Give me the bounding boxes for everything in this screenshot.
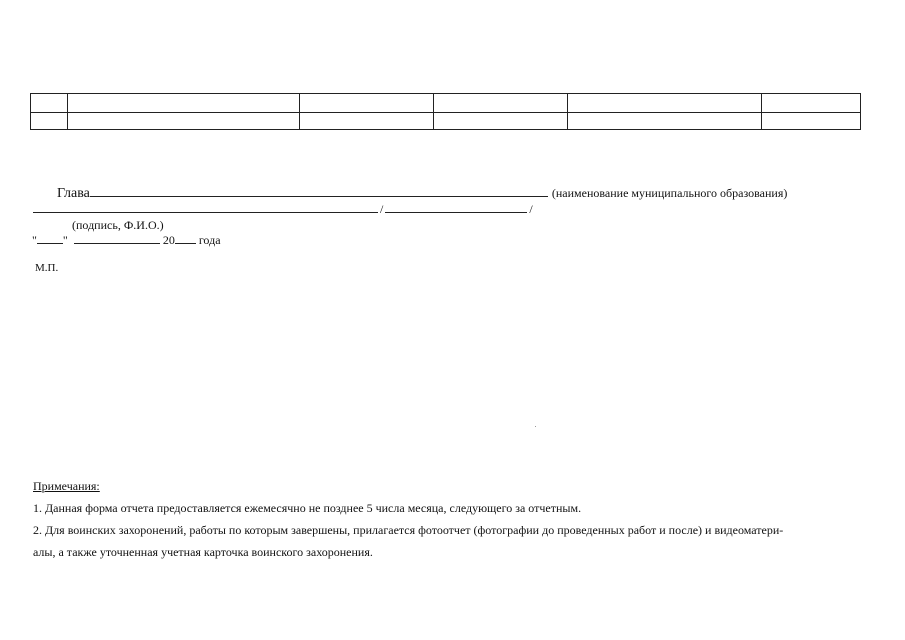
note-item-2-line-1: 2. Для воинских захоронений, работы по которым завершены, прилагается фотоотчет (фотографии до проведенных работ и после) и видеоматери- [33,523,784,537]
head-label: Глава [57,186,90,201]
table-column-divider [67,94,68,129]
date-year-field[interactable] [175,234,196,244]
note-item-2-line-2: алы, а также уточненная учетная карточка воинского захоронения. [33,545,373,559]
date-line [32,233,221,248]
table-column-divider [299,94,300,129]
signature-separator: / [380,202,384,216]
table-column-divider [433,94,434,129]
head-line [57,184,787,202]
notes-title: Примечания: [33,479,100,493]
signature-field[interactable] [33,202,378,213]
date-month-field[interactable] [74,234,160,244]
scan-speck [535,426,536,427]
note-item-1: 1. Данная форма отчета предоставляется ежемесячно не позднее 5 числа месяца, следующего за отчетным. [33,501,582,515]
table-column-divider [567,94,568,129]
signature-line [33,202,535,217]
table-column-divider [761,94,762,129]
signature-separator-end: / [529,202,533,216]
stamp-label: М.П. [35,262,59,274]
head-name-field[interactable] [90,184,548,197]
date-year-word: года [198,233,221,247]
head-hint: (наименование муниципального образования) [551,186,788,200]
date-century: 20 [162,233,175,247]
date-quote-close: " [62,233,68,247]
report-table [30,93,861,130]
date-quote-open: " [32,233,37,247]
signature-hint: (подпись, Ф.И.О.) [72,218,164,232]
full-name-field[interactable] [385,202,527,213]
date-day-field[interactable] [37,234,63,244]
table-row-divider [31,112,860,113]
